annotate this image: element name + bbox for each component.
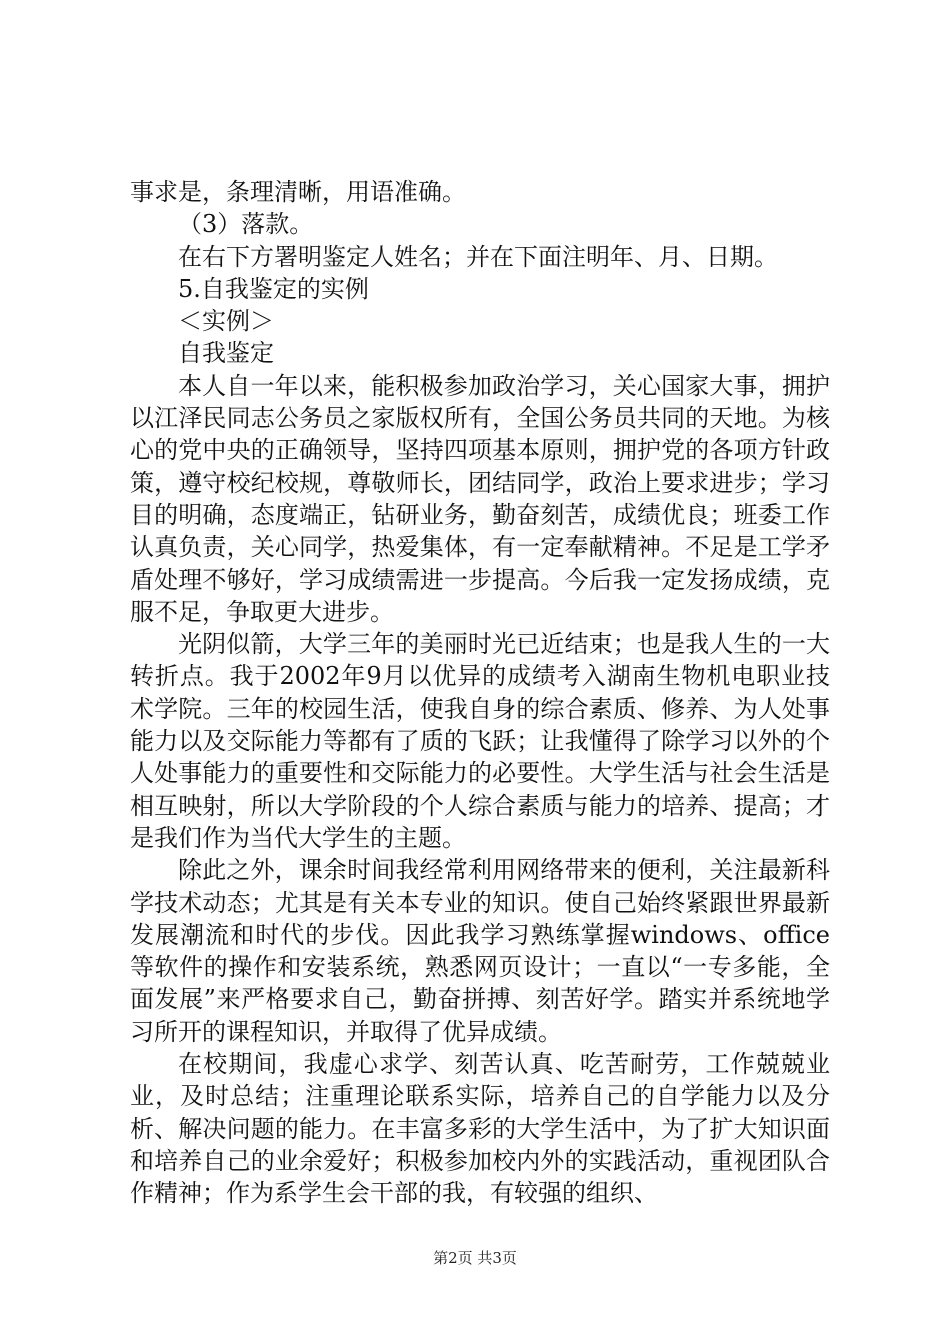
paragraph-example-label: ＜实例＞ <box>178 307 274 336</box>
paragraph-body-1: 本人自一年以来，能积极参加政治学习，关心国家大事，拥护以江泽民同志公务员之家版权所有，全国公务员共同的天地。为核心的党中央的正确领导，坚持四项基本原则，拥护党的各项方针政策，遵守校纪校规，尊敬师长，团结同学，政治上要求进步；学习目的明确，态度端正，钻研业务，勤奋刻苦，成绩优良；班委工作认真负责，关心同学，热爱集体，有一定奉献精神。不足是工学矛盾处理不够好，学习成绩需进一步提高。今后我一定发扬成绩，克服不足，争取更大进步。 <box>130 371 830 626</box>
paragraph-body-2: 光阴似箭，大学三年的美丽时光已近结束；也是我人生的一大转折点。我于2002年9月以优异的成绩考入湖南生物机电职业技术学院。三年的校园生活，使我自身的综合素质、修养、为人处事能力以及交际能力等都有了质的飞跃；让我懂得了除学习以外的个人处事能力的重要性和交际能力的必要性。大学生活与社会生活是相互映射，所以大学阶段的个人综合素质与能力的培养、提高；才是我们作为当代大学生的主题。 <box>130 630 830 852</box>
paragraph-continuation: 事求是，条理清晰，用语准确。 <box>130 178 466 206</box>
paragraph-example-title: 自我鉴定 <box>178 339 274 368</box>
paragraph-signature-heading: （3）落款。 <box>178 210 314 239</box>
paragraph-body-4: 在校期间，我虚心求学、刻苦认真、吃苦耐劳，工作兢兢业业，及时总结；注重理论联系实际，培养自己的自学能力以及分析、解决问题的能力。在丰富多彩的大学生活中，为了扩大知识面和培养自己的业余爱好；积极参加校内外的实践活动，重视团队合作精神；作为系学生会干部的我，有较强的组织、 <box>130 1050 830 1208</box>
document-body <box>130 176 830 1210</box>
paragraph-section-heading: 5.自我鉴定的实例 <box>178 274 369 303</box>
paragraph-body-3: 除此之外，课余时间我经常利用网络带来的便利，关注最新科学技术动态；尤其是有关本专业的知识。使自己始终紧跟世界最新发展潮流和时代的步伐。因此我学习熟练掌握windows、office等软件的操作和安装系统，熟悉网页设计；一直以“一专多能，全面发展”来严格要求自己，勤奋拼搏、刻苦好学。踏实并系统地学习所开的课程知识，并取得了优异成绩。 <box>130 856 830 1046</box>
page-number-footer: 第2页 共3页 <box>433 1249 517 1267</box>
paragraph-signature-instruction: 在右下方署明鉴定人姓名；并在下面注明年、月、日期。 <box>178 242 778 271</box>
